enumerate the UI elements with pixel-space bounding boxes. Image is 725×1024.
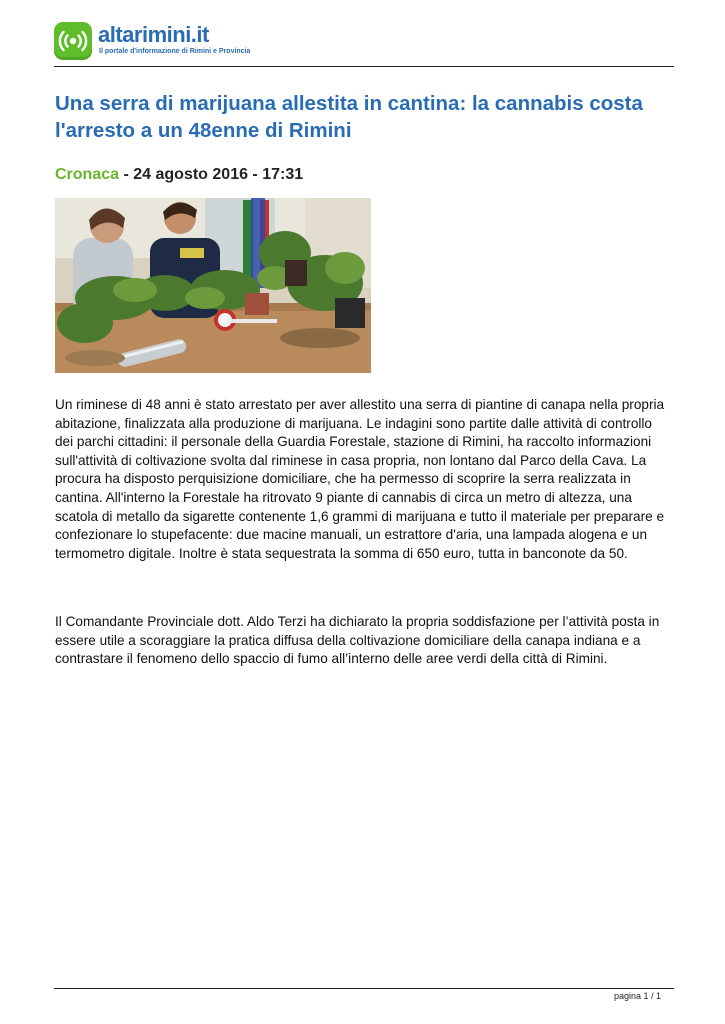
publish-date: - 24 agosto 2016 - 17:31 [123, 166, 304, 183]
category-link[interactable]: Cronaca [55, 166, 120, 183]
site-name[interactable]: altarimini.it [98, 22, 209, 47]
broadcast-signal-icon[interactable] [54, 22, 92, 60]
article-paragraph: Un riminese di 48 anni è stato arrestato per aver allestito una serra di piantine di canapa nella propria abitazione, finalizzata alla produzione di marijuana. Le indagini sono partite dalle attività di controllo dei parchi cittadini: il personale della Guardia Forestale, stazione di Rimini, ha raccolto informazioni sull'attività di coltivazione svolta dal riminese in casa propria, non lontano dal Parco della Cava. La procura ha disposto perquisizione domiciliare, che ha permesso di scoprire la serra realizzata in cantina. All'interno la Forestale ha ritrovato 9 piante di cannabis di circa un metro di altezza, una scatola di metallo da sigarette contenente 1,6 grammi di marijuana e tutto il materiale per preparare e confezionare lo stupefacente: due macine manuali, un estrattore d'aria, una lampada alogena e un termometro digitale. Inoltre è stata sequestrata la somma di 650 euro, tutta in banconote da 50. [55, 397, 665, 561]
article-photo-illustration [55, 198, 371, 373]
article-paragraph: Il Comandante Provinciale dott. Aldo Terzi ha dichiarato la propria soddisfazione per l’attività posta in essere utile a scoraggiare la pratica diffusa della coltivazione domiciliare della canapa indiana e a contrastare il fenomeno dello spaccio di fumo all’interno delle aree verdi della città di Rimini. [55, 614, 660, 667]
article-photo [55, 198, 371, 373]
site-tagline: Il portale d'informazione di Rimini e Provincia [99, 48, 251, 55]
footer-divider [54, 988, 674, 989]
article-title: Una serra di marijuana allestita in cantina: la cannabis costa l'arresto a un 48enne di Rimini [55, 92, 643, 142]
page-indicator: pagina 1 / 1 [613, 991, 661, 1001]
site-header [54, 18, 674, 64]
header-divider [54, 66, 674, 67]
article-meta [55, 165, 303, 185]
broadcast-signal-icon-graphic [58, 28, 88, 54]
